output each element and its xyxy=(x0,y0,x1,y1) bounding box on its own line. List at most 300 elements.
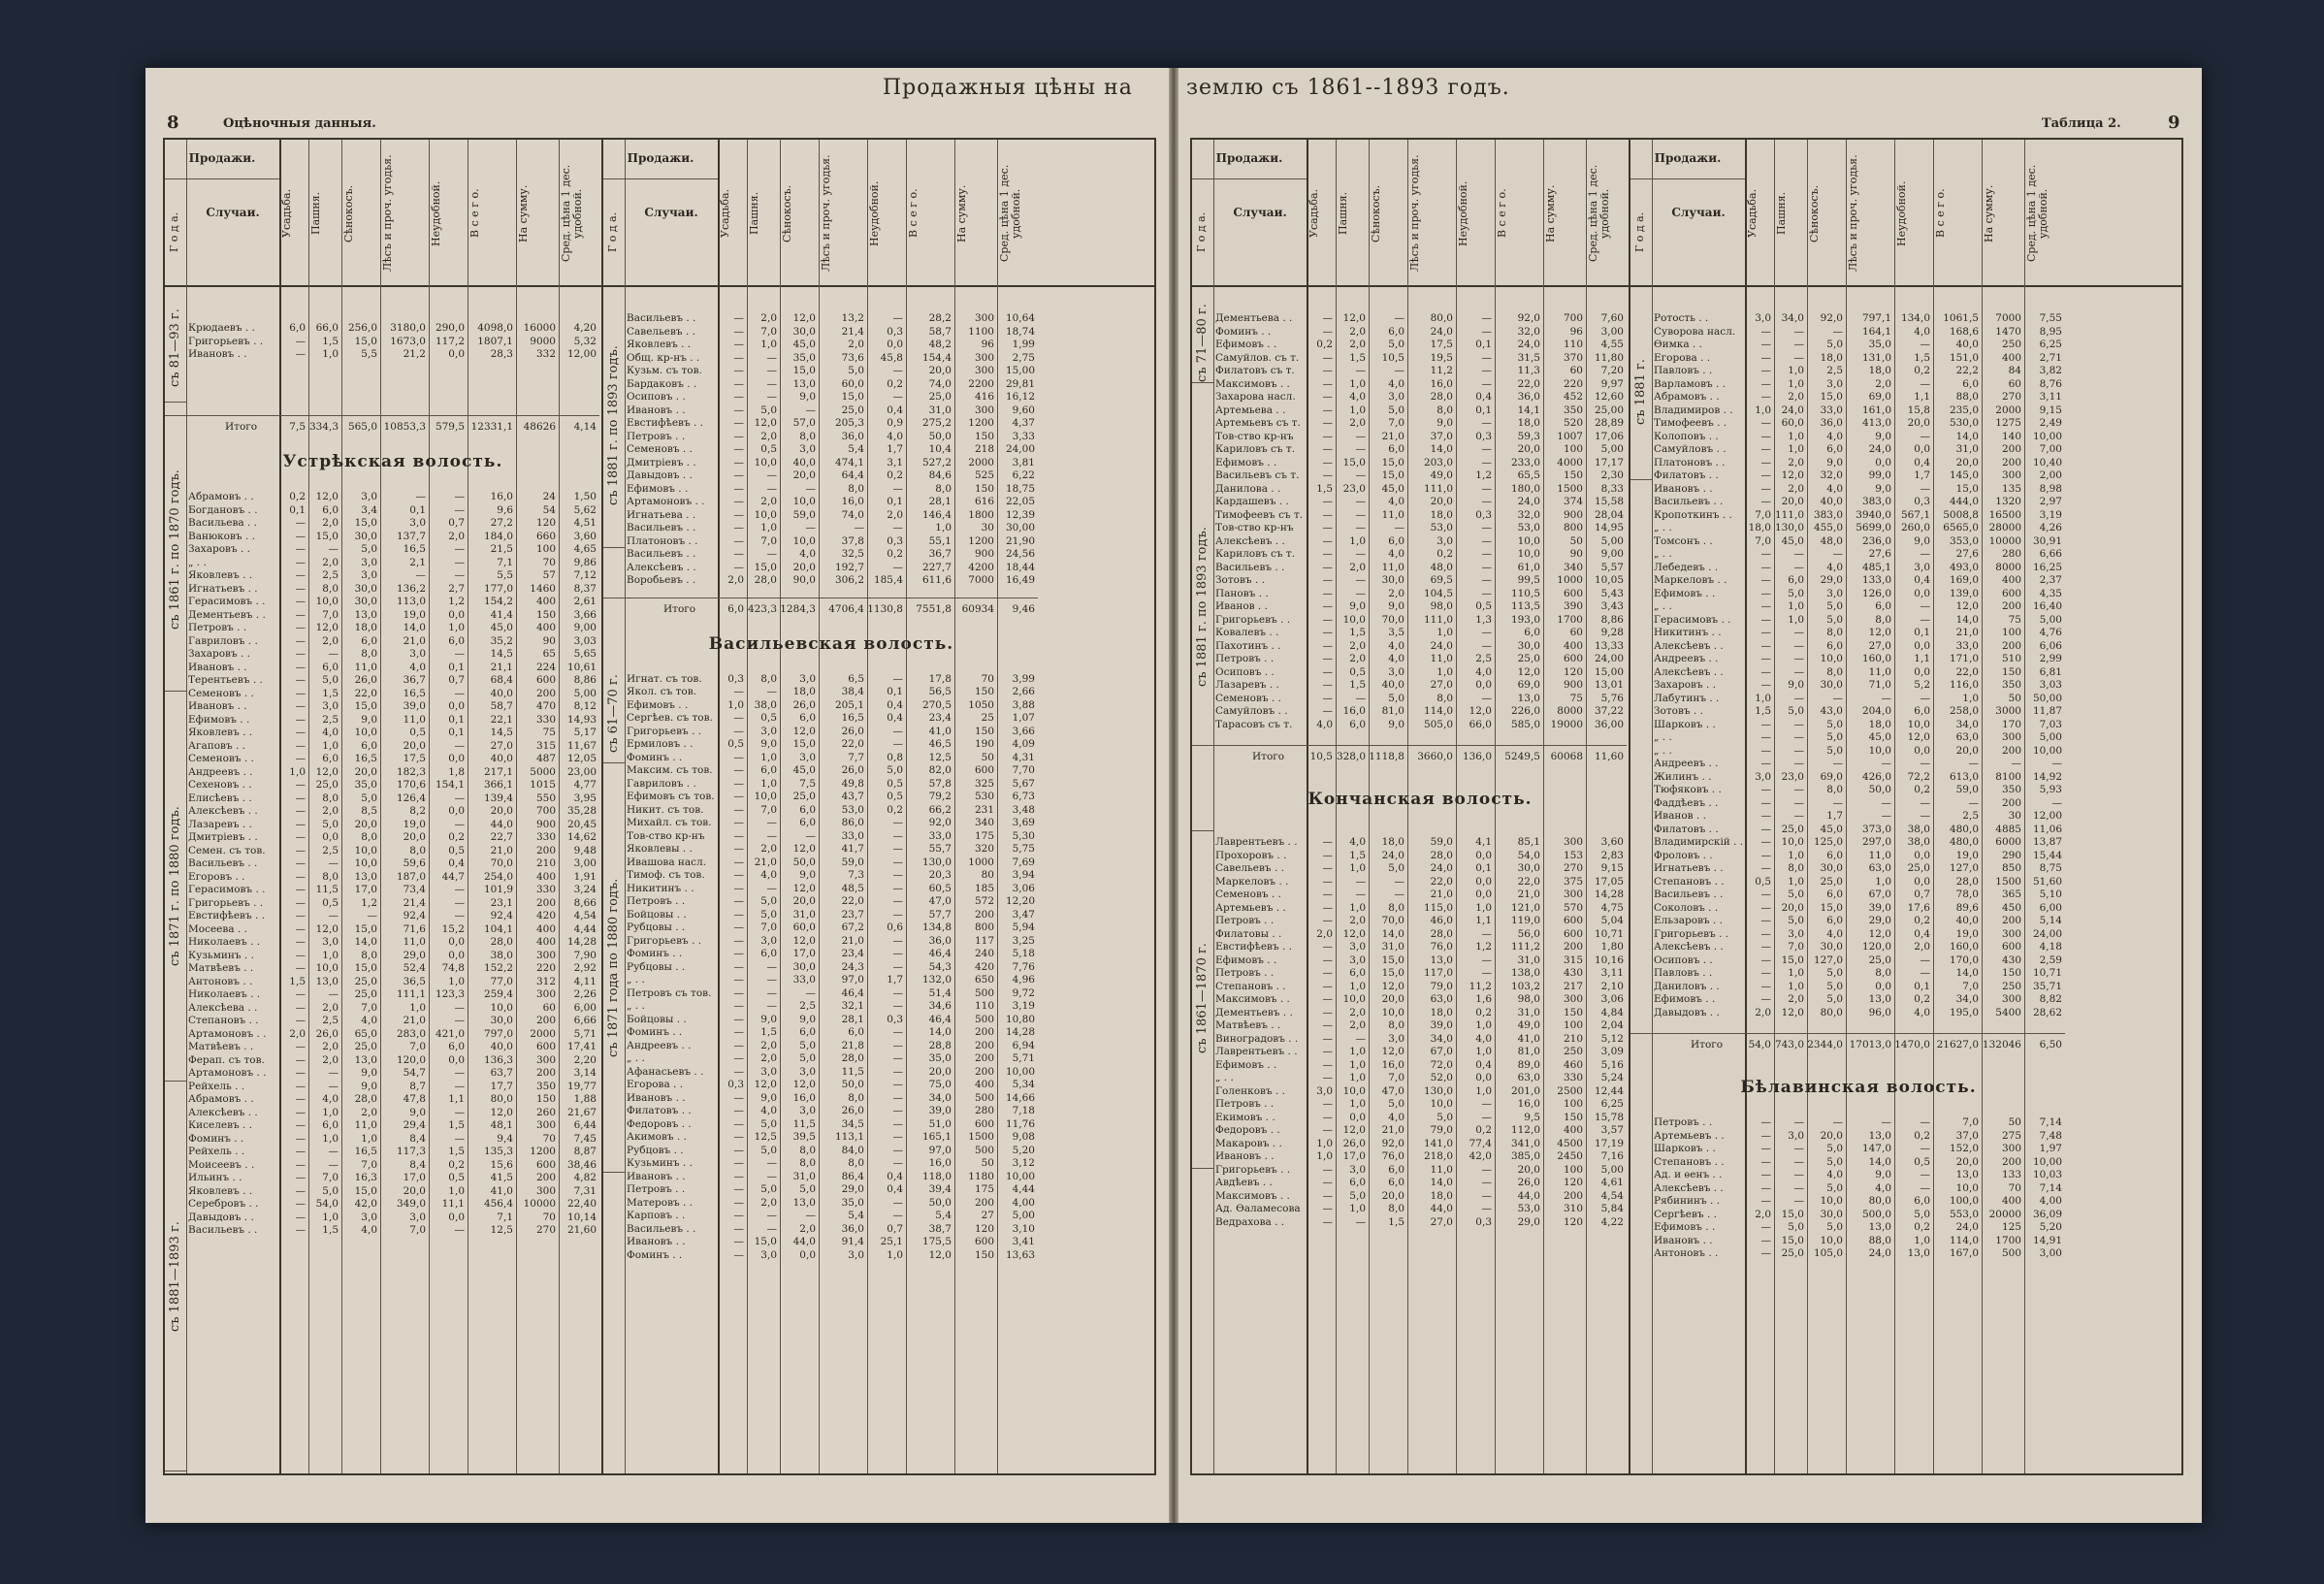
cell-value: 530,0 xyxy=(1949,417,1979,429)
cell-value: 6,0 xyxy=(1388,443,1404,455)
cell-value: 6000 xyxy=(1995,836,2021,848)
cell-value: 374 xyxy=(1563,496,1583,507)
cell-value: — xyxy=(1322,1032,1333,1045)
cell-value: 97,0 xyxy=(928,1144,952,1156)
cell-value: — xyxy=(295,348,306,360)
cell-value: 0,0 xyxy=(1914,875,1930,888)
cell-value: 1,0 xyxy=(1349,862,1366,874)
seller-name: Григорьевъ . . xyxy=(627,934,702,947)
cell-value: — xyxy=(295,1067,306,1079)
cell-value: 66,0 xyxy=(1469,718,1492,730)
cell-value: 45,0 xyxy=(792,339,816,350)
seller-name: Степановъ . . xyxy=(1654,1155,1725,1168)
cell-value: — xyxy=(1793,1155,1804,1168)
cell-value: 60 xyxy=(2008,377,2021,390)
seller-name: Алексѣевъ . . xyxy=(188,805,258,817)
table-row xyxy=(1192,1195,2181,1209)
table-row xyxy=(165,1105,1154,1118)
cell-value: — xyxy=(1760,718,1771,730)
cell-value: — xyxy=(1355,1215,1366,1228)
cell-value: 1,0 xyxy=(322,1132,339,1145)
cell-value: 12,5 xyxy=(754,1131,777,1143)
cell-value: 1,2 xyxy=(1475,941,1492,953)
table-row xyxy=(1192,312,2181,326)
cell-value: 23,4 xyxy=(841,948,864,959)
seller-name: Варламовъ . . xyxy=(1654,377,1727,390)
cell-value: — xyxy=(454,1015,465,1026)
cell-value: 35,0 xyxy=(1868,339,1891,350)
rows-group xyxy=(165,673,1154,1263)
cell-value: — xyxy=(1322,469,1333,481)
cell-value: 6,0 xyxy=(448,1041,465,1052)
cell-value: — xyxy=(733,417,744,429)
seller-name: Авдѣевъ . . xyxy=(1215,1177,1273,1188)
cell-value: — xyxy=(1881,1116,1891,1128)
cell-value: — xyxy=(1322,417,1333,429)
seller-name: Гавриловъ . . xyxy=(627,777,696,790)
cell-value: 30 xyxy=(2008,810,2021,822)
cell-value: 6,0 xyxy=(1826,915,1843,926)
table-row xyxy=(1192,941,2181,954)
cell-value: 17,8 xyxy=(928,672,952,685)
cell-value: 5,93 xyxy=(2039,784,2062,795)
cell-value: 4,0 xyxy=(1388,653,1404,664)
cell-value: — xyxy=(2051,758,2062,769)
cell-value: 20,0 xyxy=(403,831,426,843)
cell-value: 5000 xyxy=(530,765,556,778)
cell-value: 120 xyxy=(974,1222,994,1235)
cell-value: 49,0 xyxy=(1430,469,1453,481)
cell-value: 455,0 xyxy=(1813,522,1843,533)
cell-value: 2,5 xyxy=(322,713,339,726)
cell-value: 110,5 xyxy=(1510,587,1540,599)
cell-value: — xyxy=(733,829,744,842)
header-sluchai: Случаи. xyxy=(644,206,698,219)
cell-value: 44,0 xyxy=(1430,1203,1453,1214)
cell-value: 330 xyxy=(1563,1072,1583,1083)
cell-value: 27,6 xyxy=(1868,548,1891,560)
cell-value: — xyxy=(766,391,777,403)
cell-value: 36,0 xyxy=(928,934,952,947)
cell-value: — xyxy=(733,817,744,828)
cell-value: 22,0 xyxy=(1430,875,1453,888)
cell-value: — xyxy=(892,908,903,921)
cell-value: 3,0 xyxy=(799,672,816,685)
cell-value: 1,0 xyxy=(1475,1084,1492,1097)
cell-value: 2000 xyxy=(530,1027,556,1040)
cell-value: 130,0 xyxy=(921,856,952,868)
seller-name: „ . . xyxy=(1654,600,1672,612)
cell-value: 104,1 xyxy=(483,922,513,935)
cell-value: 70,0 xyxy=(1381,613,1404,626)
cell-value: 6,0 xyxy=(1826,889,1843,900)
cell-value: 20,0 xyxy=(490,805,513,817)
cell-value: 3,0 xyxy=(799,443,816,455)
cell-value: 6,06 xyxy=(2039,639,2062,652)
cell-value: 50 xyxy=(2008,692,2021,704)
cell-value: 67,2 xyxy=(841,921,864,933)
seller-name: Кардашевъ . . xyxy=(1215,496,1289,507)
cell-value: — xyxy=(454,503,465,516)
seller-name: Пахотинъ . . xyxy=(1215,639,1281,652)
cell-value: 25,0 xyxy=(354,988,377,1000)
cell-value: 0,1 xyxy=(887,496,903,507)
cell-value: 1,0 xyxy=(1788,443,1804,455)
cell-value: 41,7 xyxy=(841,843,864,855)
cell-value: — xyxy=(892,843,903,855)
cell-value: 12,44 xyxy=(1594,1084,1624,1097)
cell-value: 0,0 xyxy=(799,1248,816,1261)
cell-value: 470 xyxy=(535,700,556,712)
cell-value: 0,5 xyxy=(448,844,465,857)
cell-value: 200 xyxy=(2001,796,2021,809)
cell-value: — xyxy=(1481,417,1492,429)
seller-name: Игнат. съ тов. xyxy=(627,672,702,685)
cell-value: 19,0 xyxy=(1955,849,1979,861)
cell-value: 6,0 xyxy=(361,634,377,647)
table-row xyxy=(165,804,1154,818)
seller-name: Матвѣевъ . . xyxy=(188,962,254,974)
cell-value: 4,54 xyxy=(1600,1189,1624,1202)
cell-value: 5,0 xyxy=(1826,1181,1843,1194)
seller-name: „ . . xyxy=(1654,522,1672,533)
cell-value: 17,7 xyxy=(490,1080,513,1092)
cell-value: — xyxy=(1355,443,1366,455)
cell-value: 54 xyxy=(542,503,556,516)
cell-value: 40,0 xyxy=(1955,915,1979,926)
cell-value: — xyxy=(1322,705,1333,717)
cell-value: 2,0 xyxy=(1788,391,1804,403)
cell-value: 0,2 xyxy=(289,491,306,502)
cell-value: 2,0 xyxy=(727,574,744,586)
total-value: 132046 xyxy=(1982,1039,2021,1051)
table-row xyxy=(165,404,1154,418)
seller-name: Игнатьева . . xyxy=(627,508,696,521)
cell-value: 6,0 xyxy=(1962,377,1979,390)
cell-value: 15,00 xyxy=(1594,665,1624,678)
cell-value: 10,0 xyxy=(1820,1234,1843,1246)
cell-value: 140 xyxy=(2001,430,2021,442)
cell-value: — xyxy=(733,391,744,403)
cell-value: 12,0 xyxy=(1868,627,1891,638)
cell-value: 117,3 xyxy=(396,1146,426,1157)
seller-name: Давыдовъ . . xyxy=(188,1211,254,1223)
cell-value: 125,0 xyxy=(1813,836,1843,848)
cell-value: — xyxy=(766,1210,777,1221)
cell-value: 161,0 xyxy=(1861,404,1891,416)
seller-name: Давыдовъ . . xyxy=(1654,1006,1720,1018)
cell-value: 1,0 xyxy=(1475,1019,1492,1031)
cell-value: 12,0 xyxy=(792,882,816,894)
cell-value: 47,0 xyxy=(1381,1084,1404,1097)
table-row xyxy=(1192,326,2181,339)
cell-value: 9,0 xyxy=(760,1091,777,1104)
seller-name: Герасимовъ . . xyxy=(188,596,266,607)
cell-value: 58,7 xyxy=(490,700,513,712)
cell-value: 195,0 xyxy=(1949,1006,1979,1018)
cell-value: 6,0 xyxy=(322,1119,339,1131)
cell-value: 35,0 xyxy=(928,1052,952,1064)
seller-name: Ротость . . xyxy=(1654,312,1709,324)
cell-value: — xyxy=(1760,941,1771,953)
cell-value: 84,6 xyxy=(928,469,952,481)
cell-value: 9,0 xyxy=(409,1106,426,1118)
cell-value: 10,61 xyxy=(566,661,597,673)
cell-value: 9,0 xyxy=(799,391,816,403)
header-sluchai: Случаи. xyxy=(1671,206,1726,219)
cell-value: 6,66 xyxy=(2039,548,2062,560)
cell-value: — xyxy=(295,543,306,555)
seller-name: Сергѣевъ . . xyxy=(1654,1208,1717,1220)
cell-value: 2000 xyxy=(1995,404,2021,416)
cell-value: 3,0 xyxy=(361,556,377,568)
cell-value: — xyxy=(454,569,465,581)
cell-value: 5,0 xyxy=(799,1039,816,1051)
seller-name: Тов-ство кр-нъ xyxy=(627,829,705,842)
cell-value: 366,1 xyxy=(483,779,513,791)
seller-name: Степановъ . . xyxy=(188,1015,259,1026)
cell-value: 8,75 xyxy=(2039,862,2062,874)
cell-value: 12,0 xyxy=(754,1079,777,1090)
cell-value: 250 xyxy=(1563,1046,1583,1057)
cell-value: 60,0 xyxy=(841,377,864,390)
cell-value: 0,0 xyxy=(1914,744,1930,757)
seller-name: Ивановъ . . xyxy=(1215,1150,1275,1162)
seller-name: Васильевъ . . xyxy=(627,548,696,560)
cell-value: 25,0 xyxy=(354,1041,377,1052)
cell-value: 26,0 xyxy=(841,725,864,737)
table-row xyxy=(1192,443,2181,457)
cell-value: 1200 xyxy=(968,417,994,429)
total-value: 17013,0 xyxy=(1849,1039,1891,1051)
cell-value: 0,0 xyxy=(1875,980,1891,992)
cell-value: 0,0 xyxy=(1875,456,1891,469)
cell-value: 13,63 xyxy=(1005,1248,1035,1261)
cell-value: 3,69 xyxy=(1012,817,1035,828)
cell-value: 3,0 xyxy=(1436,534,1453,547)
seller-name: Абрамовъ . . xyxy=(188,491,254,502)
cell-value: 5,20 xyxy=(1012,1144,1035,1156)
cell-value: — xyxy=(1760,993,1771,1005)
cell-value: 12,00 xyxy=(2032,810,2062,822)
cell-value: 28,0 xyxy=(354,1093,377,1105)
cell-value: — xyxy=(1322,954,1333,966)
cell-value: 8,0 xyxy=(799,430,816,442)
cell-value: 36,0 xyxy=(1820,417,1843,429)
cell-value: 5,0 xyxy=(322,818,339,830)
cell-value: 24,0 xyxy=(1430,639,1453,652)
cell-value: 797,1 xyxy=(1861,312,1891,324)
cell-value: 3,0 xyxy=(361,491,377,502)
cell-value: 2,04 xyxy=(1600,1019,1624,1031)
cell-value: 23,1 xyxy=(490,896,513,909)
cell-value: 105,0 xyxy=(1813,1247,1843,1259)
seller-name: Лазаревъ . . xyxy=(188,818,252,830)
cell-value: 8,95 xyxy=(2039,325,2062,338)
cell-value: 24 xyxy=(542,491,556,502)
cell-value: 71,6 xyxy=(403,922,426,935)
cell-value: 36,0 xyxy=(841,1222,864,1235)
cell-value: 67,0 xyxy=(1868,889,1891,900)
cell-value: — xyxy=(1760,1169,1771,1180)
cell-value: 97,0 xyxy=(841,974,864,986)
total-value: 423,3 xyxy=(747,602,777,615)
cell-value: — xyxy=(367,910,377,921)
cell-value: 4,0 xyxy=(1826,482,1843,495)
cell-value: 151,0 xyxy=(1949,351,1979,364)
cell-value: 13,0 xyxy=(1868,1129,1891,1142)
cell-value: 600 xyxy=(2001,941,2021,953)
cell-value: 4,0 xyxy=(1316,718,1333,730)
cell-value: 7,00 xyxy=(2039,443,2062,455)
cell-value: 1320 xyxy=(1995,496,2021,507)
cell-value: 0,3 xyxy=(887,534,903,547)
cell-value: — xyxy=(733,1000,744,1012)
cell-value: 0,0 xyxy=(1475,679,1492,691)
seller-name: Ивановъ . . xyxy=(627,1170,686,1182)
cell-value: — xyxy=(1481,587,1492,599)
table-row xyxy=(1192,404,2181,418)
cell-value: 0,3 xyxy=(887,325,903,338)
rows-group xyxy=(1192,1116,2181,1261)
cell-value: 12,0 xyxy=(315,491,339,502)
cell-value: 9,08 xyxy=(1012,1131,1035,1143)
cell-value: 12,00 xyxy=(566,348,597,360)
cell-value: — xyxy=(733,351,744,364)
cell-value: 3,19 xyxy=(2039,508,2062,521)
seller-name: Алексѣевъ . . xyxy=(1654,941,1724,953)
table-row xyxy=(1192,365,2181,378)
cell-value: 170,0 xyxy=(1949,954,1979,966)
cell-value: 20,0 xyxy=(1955,744,1979,757)
cell-value: 201,0 xyxy=(1510,1084,1540,1097)
cell-value: 1,0 xyxy=(1788,430,1804,442)
cell-value: 9,0 xyxy=(1875,430,1891,442)
cell-value: 5,0 xyxy=(1436,1111,1453,1123)
seller-name: Федоровъ . . xyxy=(1215,1124,1280,1136)
cell-value: 22,7 xyxy=(490,831,513,843)
seller-name: Рубцовы . . xyxy=(627,921,686,933)
cell-value: 7,0 xyxy=(1388,417,1404,429)
cell-value: 260 xyxy=(535,1106,556,1118)
cell-value: 3,60 xyxy=(1600,836,1624,848)
cell-value: 6,0 xyxy=(1349,1177,1366,1188)
cell-value: — xyxy=(1920,482,1930,495)
table-row xyxy=(1192,1019,2181,1033)
table-row xyxy=(1192,339,2181,352)
cell-value: 30,0 xyxy=(1517,862,1540,874)
cell-value: 0,0 xyxy=(1914,639,1930,652)
cell-value: — xyxy=(1322,915,1333,926)
cell-value: 51,0 xyxy=(928,1117,952,1130)
cell-value: — xyxy=(1920,810,1930,822)
cell-value: 136,3 xyxy=(483,1053,513,1066)
cell-value: — xyxy=(733,1157,744,1169)
seller-name: Максим. съ тов. xyxy=(627,764,713,776)
cell-value: — xyxy=(733,1105,744,1116)
cell-value: 29,81 xyxy=(1005,377,1035,390)
seller-name: Никитинъ . . xyxy=(1654,627,1722,638)
seller-name: Васильевъ . . xyxy=(627,1222,696,1235)
seller-name: Антоновъ . . xyxy=(188,975,253,987)
cell-value: — xyxy=(1760,1247,1771,1259)
table-row xyxy=(1192,784,2181,797)
cell-value: 25 xyxy=(981,712,994,724)
cell-value: 200 xyxy=(2001,443,2021,455)
cell-value: 0,2 xyxy=(1914,993,1930,1005)
cell-value: 26,0 xyxy=(792,698,816,711)
cell-value: 139,0 xyxy=(1949,587,1979,599)
cell-value: — xyxy=(1832,692,1843,704)
cell-value: 6,94 xyxy=(1012,1039,1035,1051)
table-row xyxy=(1192,824,2181,837)
seller-name: Ивашова насл. xyxy=(627,856,707,868)
cell-value: 12,39 xyxy=(1005,508,1035,521)
cell-value: 5,0 xyxy=(1826,744,1843,757)
cell-value: — xyxy=(1355,574,1366,586)
cell-value: 1,97 xyxy=(2039,1143,2062,1154)
seller-name: Матвѣевъ . . xyxy=(188,1041,254,1052)
seller-name: Ивановъ . . xyxy=(188,661,247,673)
cell-value: 2,0 xyxy=(1788,456,1804,469)
cell-value: 200 xyxy=(974,1196,994,1209)
cell-value: 600 xyxy=(1563,915,1583,926)
cell-value: 300 xyxy=(2001,1143,2021,1154)
cell-value: 30,0 xyxy=(792,960,816,973)
cell-value: — xyxy=(1322,1215,1333,1228)
cell-value: — xyxy=(1760,862,1771,874)
table-row xyxy=(165,1014,1154,1027)
cell-value: — xyxy=(805,1210,816,1221)
cell-value: 11,5 xyxy=(315,884,339,895)
cell-value: 66,0 xyxy=(315,322,339,334)
cell-value: 59,3 xyxy=(1517,430,1540,442)
cell-value: 8,4 xyxy=(409,1132,426,1145)
cell-value: 8,0 xyxy=(361,831,377,843)
header-usadba: Усадьба. xyxy=(1746,188,1759,239)
cell-value: 6,0 xyxy=(799,803,816,816)
cell-value: 6,0 xyxy=(322,753,339,764)
cell-value: 290,0 xyxy=(435,322,465,334)
header-prodazhi: Продажи. xyxy=(188,151,256,165)
cell-value: 280 xyxy=(974,1105,994,1116)
cell-value: 3,03 xyxy=(573,634,597,647)
cell-value: 3,0 xyxy=(409,517,426,529)
cell-value: 3,0 xyxy=(1826,587,1843,599)
header-vsego: В с е г о. xyxy=(1496,188,1508,239)
cell-value: 150 xyxy=(974,482,994,495)
cell-value: 0,0 xyxy=(1475,889,1492,900)
table-row xyxy=(165,1210,1154,1223)
cell-value: 70 xyxy=(542,556,556,568)
cell-value: 59,0 xyxy=(792,508,816,521)
cell-value: 0,0 xyxy=(448,936,465,948)
cell-value: 15,44 xyxy=(2032,849,2062,861)
cell-value: 456,4 xyxy=(483,1198,513,1210)
cell-value: 3,19 xyxy=(1012,1000,1035,1012)
cell-value: 205,3 xyxy=(834,417,864,429)
cell-value: 2,0 xyxy=(1875,377,1891,390)
cell-value: 4,18 xyxy=(2039,941,2062,953)
cell-value: 50,0 xyxy=(1868,784,1891,795)
cell-value: 32,5 xyxy=(841,548,864,560)
seller-name: Тарасовъ съ т. xyxy=(1215,718,1293,730)
cell-value: — xyxy=(1793,1143,1804,1154)
cell-value: 527,2 xyxy=(921,456,952,469)
cell-value: 8,0 xyxy=(1826,665,1843,678)
seller-name: Дементьевъ . . xyxy=(188,608,266,621)
cell-value: 420 xyxy=(535,910,556,921)
